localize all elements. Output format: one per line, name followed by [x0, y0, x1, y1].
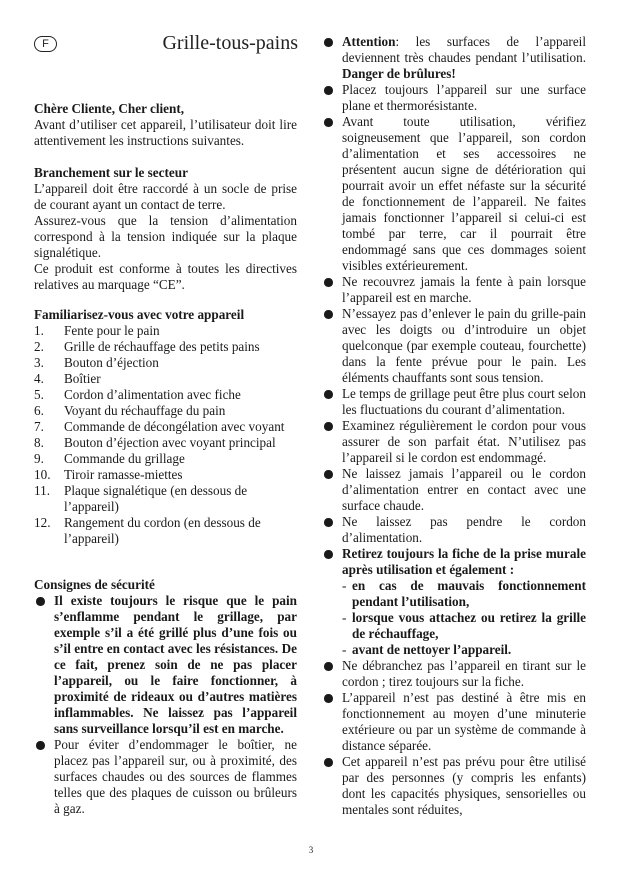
item-label: Commande de décongélation avec voyant — [64, 419, 285, 434]
timer-text: L’appareil n’est pas destiné à être mis en fonctionnement au moyen d’une minuterie extérieure ou par un système de commande à distance séparée. — [342, 690, 586, 753]
list-item — [34, 419, 297, 435]
list-item — [34, 371, 297, 387]
item-number: 12. — [34, 515, 51, 530]
safety-title: Consignes de sécurité — [34, 577, 155, 592]
list-item — [322, 274, 586, 306]
item-label: Voyant du réchauffage du pain — [64, 403, 226, 418]
list-item — [322, 386, 586, 418]
list-item — [322, 546, 586, 658]
list-item — [322, 754, 586, 818]
safety-section — [34, 577, 297, 817]
item-number: 10. — [34, 467, 51, 482]
dash-item: - avant de nettoyer l’appareil. — [342, 642, 512, 657]
bullet-icon — [324, 470, 333, 479]
item-number: 6. — [34, 403, 44, 418]
dash-item-text: en cas de mauvais fonctionnement pendant l’utilisation, — [352, 578, 586, 609]
item-number: 9. — [34, 451, 44, 466]
bullet-icon — [324, 662, 333, 671]
item-label: Boîtier — [64, 371, 101, 386]
cover-text: Ne recouvrez jamais la fente à pain lorsque l’appareil est en marche. — [342, 274, 586, 305]
bullet-icon — [36, 741, 45, 750]
item-number: 5. — [34, 387, 44, 402]
language-badge: F — [34, 36, 57, 52]
fingers-text: N’essayez pas d’enlever le pain du grille-pain avec les doigts ou d’introduire un objet quelconque (par exemple couteau, fourchette) dans la fente prévue pour le pain. Les éléments chauffants sont sous tension. — [342, 306, 586, 385]
page-title: Grille-tous-pains — [162, 32, 298, 54]
item-number: 8. — [34, 435, 44, 450]
list-item — [322, 466, 586, 514]
list-item — [322, 658, 586, 690]
list-item — [34, 323, 297, 339]
item-label: Rangement du cordon (en dessous de l’appareil) — [64, 515, 261, 546]
check-text: Avant toute utilisation, vérifiez soigneusement que l’appareil, son cordon d’alimentation et ses accessoires ne présentent aucun signe de détérioration qui pourrait avoir un effet néfaste sur la sécurité de fonctionnement de l’appareil. Ne faites jamais fonctionner l’appareil si celui-ci est tombé par terre, car il pourrait être endommagé sans que ces dommages soient visibles extérieurement. — [342, 114, 586, 273]
mains-section — [34, 165, 297, 293]
housing-text: Pour éviter d’endommager le boîtier, ne placez pas l’appareil sur, ou à proximité, des surfaces chaudes ou des sources de flammes telles que des plaques de cuisson ou brûleurs à gaz. — [54, 737, 297, 816]
attention-label: Attention — [342, 34, 396, 49]
list-item — [34, 593, 297, 737]
list-item — [34, 467, 297, 483]
bullet-icon — [324, 518, 333, 527]
greeting-section — [34, 101, 297, 149]
parts-title: Familiarisez-vous avec votre appareil — [34, 307, 245, 322]
dash-item: - lorsque vous attachez ou retirez la grille de réchauffage, — [342, 610, 586, 641]
greeting-text: Avant d’utiliser cet appareil, l’utilisateur doit lire attentivement les instructions suivantes. — [34, 117, 297, 148]
unplug-list — [342, 578, 586, 658]
greeting-title: Chère Cliente, Cher client, — [34, 101, 185, 116]
dash-item: - en cas de mauvais fonctionnement pendant l’utilisation, — [342, 578, 586, 609]
bullet-icon — [324, 550, 333, 559]
parts-list — [34, 323, 297, 547]
item-number: 4. — [34, 371, 44, 386]
list-item — [34, 403, 297, 419]
surface-text: Placez toujours l’appareil sur une surface plane et thermorésistante. — [342, 82, 586, 113]
unplug-cord-text: Ne débranchez pas l’appareil en tirant sur le cordon ; tirez toujours sur la fiche. — [342, 658, 586, 689]
list-item — [34, 387, 297, 403]
mains-text-1: L’appareil doit être raccordé à un socle de prise de courant ayant un contact de terre. — [34, 181, 297, 212]
item-label: Cordon d’alimentation avec fiche — [64, 387, 241, 402]
attention-text: : les surfaces de l’appareil deviennent très chaudes pendant l’utilisation. — [342, 34, 586, 65]
item-number: 2. — [34, 339, 44, 354]
bullet-icon — [324, 310, 333, 319]
item-label: Plaque signalétique (en dessous de l’appareil) — [64, 483, 248, 514]
item-number: 7. — [34, 419, 44, 434]
mains-text-3: Ce produit est conforme à toutes les directives relatives au marquage “CE”. — [34, 261, 297, 292]
cord-check-text: Examinez régulièrement le cordon pour vous assurer de son parfait état. N’utilisez pas l’appareil si le cordon est endommagé. — [342, 418, 586, 465]
list-item — [34, 451, 297, 467]
safety-list-continued — [322, 34, 586, 818]
page-number: 3 — [308, 845, 314, 855]
parts-section — [34, 307, 297, 547]
bullet-icon — [324, 278, 333, 287]
dash-item-text: lorsque vous attachez ou retirez la grille de réchauffage, — [352, 610, 586, 641]
list-item — [322, 690, 586, 754]
bullet-icon — [324, 38, 333, 47]
toasting-time-text: Le temps de grillage peut être plus court selon les fluctuations du courant d’alimentation. — [342, 386, 586, 417]
item-label: Commande du grillage — [64, 451, 185, 466]
item-number: 1. — [34, 323, 44, 338]
list-item — [34, 483, 297, 515]
bullet-icon — [324, 758, 333, 767]
bullet-icon — [324, 390, 333, 399]
unplug-title: Retirez toujours la fiche de la prise murale après utilisation et également : — [342, 546, 586, 577]
persons-text: Cet appareil n’est pas prévu pour être utilisé par des personnes (y compris les enfants) dont les capacités physiques, sensorielles ou mentales sont réduites, — [342, 754, 586, 817]
list-item — [322, 82, 586, 114]
list-item — [34, 515, 297, 547]
list-item — [322, 306, 586, 386]
bullet-icon — [324, 86, 333, 95]
item-label: Grille de réchauffage des petits pains — [64, 339, 260, 354]
item-label: Fente pour le pain — [64, 323, 160, 338]
item-number: 11. — [34, 483, 50, 498]
burn-danger-text: Danger de brûlures! — [342, 66, 456, 81]
list-item — [34, 355, 297, 371]
list-item — [322, 114, 586, 274]
item-label: Tiroir ramasse-miettes — [64, 467, 183, 482]
mains-text-2: Assurez-vous que la tension d’alimentation correspond à la tension indiquée sur la plaque signalétique. — [34, 213, 297, 260]
cord-hang-text: Ne laissez pas pendre le cordon d’alimentation. — [342, 514, 586, 545]
item-label: Bouton d’éjection avec voyant principal — [64, 435, 276, 450]
bullet-icon — [324, 422, 333, 431]
list-item — [34, 435, 297, 451]
item-number: 3. — [34, 355, 44, 370]
bullet-icon — [324, 118, 333, 127]
dash-item-text: avant de nettoyer l’appareil. — [352, 642, 512, 657]
safety-list — [34, 593, 297, 817]
fire-risk-text: Il existe toujours le risque que le pain s’enflamme pendant le grillage, par exemple s’il a été grillé plus d’une fois ou s’il entre en contact avec les résistances. De ce fait, prenez soin de ne pas placer l’appareil, ou le faire fonctionner, à proximité de rideaux ou d’autres matières inflammables. Ne laissez pas l’appareil sans surveillance lorsqu’il est en marche. — [54, 593, 297, 736]
list-item — [322, 34, 586, 82]
list-item — [34, 339, 297, 355]
hot-surface-text: Ne laissez jamais l’appareil ou le cordon d’alimentation entrer en contact avec une surface chaude. — [342, 466, 586, 513]
mains-title: Branchement sur le secteur — [34, 165, 188, 180]
bullet-icon — [324, 694, 333, 703]
item-label: Bouton d’éjection — [64, 355, 159, 370]
list-item — [322, 514, 586, 546]
bullet-icon — [36, 597, 45, 606]
list-item — [322, 418, 586, 466]
list-item — [34, 737, 297, 817]
